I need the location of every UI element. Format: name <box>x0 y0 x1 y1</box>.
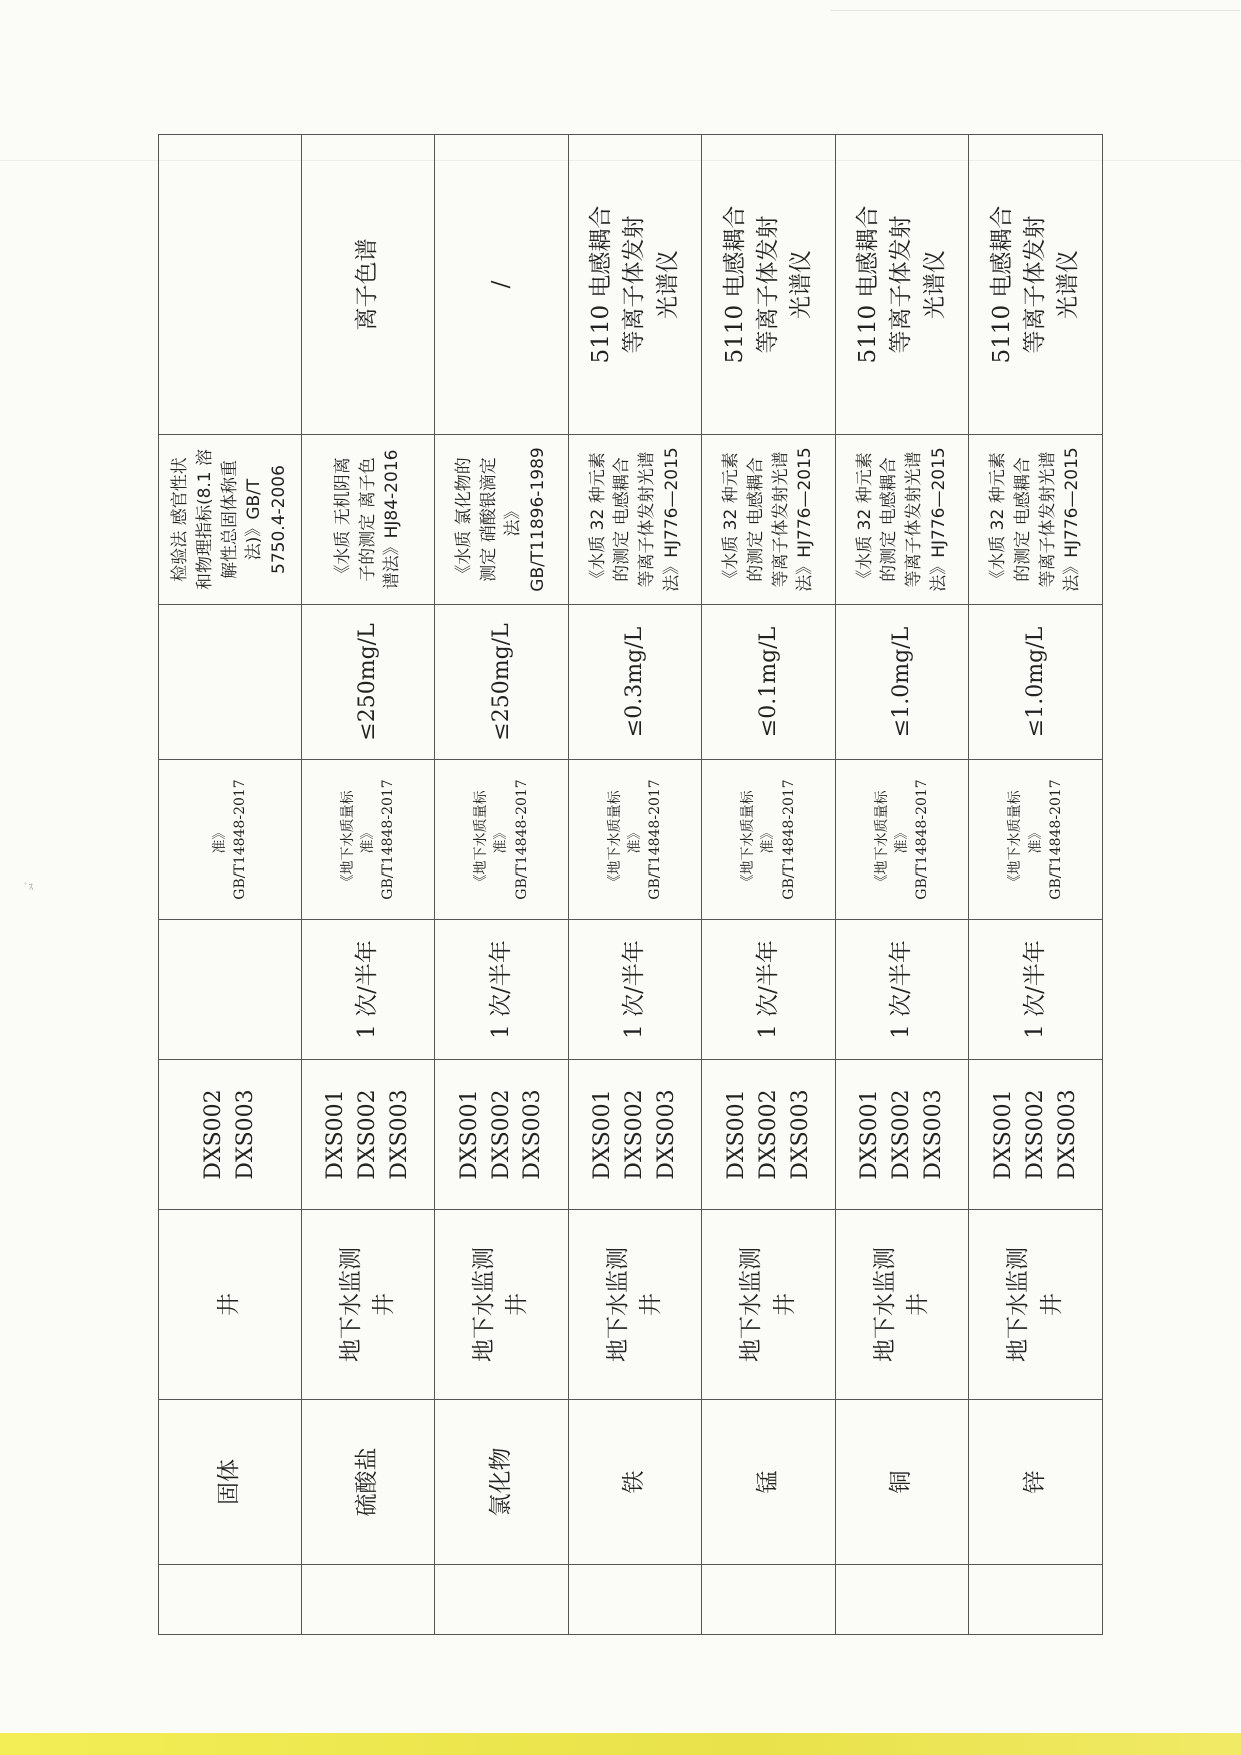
cell-item: 锰 <box>702 1400 836 1565</box>
cell-frequency: 1 次/半年 <box>835 920 969 1060</box>
cell-location: 地下水监测 井 <box>835 1210 969 1400</box>
cell-points: DXS001 DXS002 DXS003 <box>435 1060 569 1210</box>
cell-standard: 《地下水质量标 准》 GB/T14848-2017 <box>435 760 569 920</box>
cell-instrument: 5110 电感耦合 等离子体发射 光谱仪 <box>702 135 836 435</box>
cell-points: DXS002 DXS003 <box>159 1060 302 1210</box>
rotated-page-content <box>158 135 1103 1635</box>
cell-method: 《水质 氯化物的 测定 硝酸银滴定 法》 GB/T11896-1989 <box>435 435 569 605</box>
cell-standard: 《地下水质量标 准》 GB/T14848-2017 <box>301 760 435 920</box>
cell-location: 井 <box>159 1210 302 1400</box>
cell-standard: 《地下水质量标 准》 GB/T14848-2017 <box>568 760 702 920</box>
blank-cell <box>835 1565 969 1635</box>
cell-standard: 准》 GB/T14848-2017 <box>159 760 302 920</box>
cell-frequency <box>159 920 302 1060</box>
cell-points: DXS001 DXS002 DXS003 <box>969 1060 1103 1210</box>
blank-cell <box>301 1565 435 1635</box>
cell-standard: 《地下水质量标 准》 GB/T14848-2017 <box>702 760 836 920</box>
cell-method: 《水质 32 种元素 的测定 电感耦合 等离子体发射光谱 法》HJ776—2015 <box>835 435 969 605</box>
cell-points: DXS001 DXS002 DXS003 <box>568 1060 702 1210</box>
cell-limit: ≤250mg/L <box>435 605 569 760</box>
table-row <box>969 135 1103 1635</box>
cell-points: DXS001 DXS002 DXS003 <box>835 1060 969 1210</box>
cell-item: 铜 <box>835 1400 969 1565</box>
cell-frequency: 1 次/半年 <box>301 920 435 1060</box>
margin-mark: ﾞｽ <box>24 883 34 893</box>
cell-instrument: / <box>435 135 569 435</box>
table-row <box>301 135 435 1635</box>
cell-instrument: 5110 电感耦合 等离子体发射 光谱仪 <box>969 135 1103 435</box>
cell-instrument: 离子色谱 <box>301 135 435 435</box>
cell-frequency: 1 次/半年 <box>568 920 702 1060</box>
cell-method: 《水质 32 种元素 的测定 电感耦合 等离子体发射光谱 法》HJ776—2015 <box>568 435 702 605</box>
table-row-continued <box>159 135 302 1635</box>
cell-limit: ≤0.3mg/L <box>568 605 702 760</box>
blank-cell <box>568 1565 702 1635</box>
cell-standard: 《地下水质量标 准》 GB/T14848-2017 <box>969 760 1103 920</box>
cell-location: 地下水监测 井 <box>969 1210 1103 1400</box>
cell-location: 地下水监测 井 <box>301 1210 435 1400</box>
cell-instrument: 5110 电感耦合 等离子体发射 光谱仪 <box>568 135 702 435</box>
cell-limit: ≤0.1mg/L <box>702 605 836 760</box>
cell-limit: ≤1.0mg/L <box>969 605 1103 760</box>
cell-item: 铁 <box>568 1400 702 1565</box>
cell-method: 检验法 感官性状 和物理指标(8.1 溶 解性总固体称重 法)》GB/T 5750.4-2006 <box>159 435 302 605</box>
data-table <box>158 134 1103 1635</box>
cell-method: 《水质 32 种元素 的测定 电感耦合 等离子体发射光谱 法》HJ776—2015 <box>702 435 836 605</box>
cell-limit <box>159 605 302 760</box>
cell-item: 硫酸盐 <box>301 1400 435 1565</box>
cell-frequency: 1 次/半年 <box>969 920 1103 1060</box>
cell-method: 《水质 无机阴离 子的测定 离子色 谱法》HJ84-2016 <box>301 435 435 605</box>
yellow-edge-strip <box>0 1733 1241 1755</box>
table-row <box>435 135 569 1635</box>
cell-limit: ≤1.0mg/L <box>835 605 969 760</box>
cell-method: 《水质 32 种元素 的测定 电感耦合 等离子体发射光谱 法》HJ776—2015 <box>969 435 1103 605</box>
cell-points: DXS001 DXS002 DXS003 <box>301 1060 435 1210</box>
cell-instrument: 5110 电感耦合 等离子体发射 光谱仪 <box>835 135 969 435</box>
blank-cell <box>435 1565 569 1635</box>
cell-location: 地下水监测 井 <box>568 1210 702 1400</box>
scan-line-top <box>830 10 1240 11</box>
cell-frequency: 1 次/半年 <box>435 920 569 1060</box>
cell-item: 锌 <box>969 1400 1103 1565</box>
cell-location: 地下水监测 井 <box>435 1210 569 1400</box>
cell-instrument <box>159 135 302 435</box>
table-row <box>702 135 836 1635</box>
cell-item: 固体 <box>159 1400 302 1565</box>
blank-cell <box>702 1565 836 1635</box>
cell-points: DXS001 DXS002 DXS003 <box>702 1060 836 1210</box>
cell-frequency: 1 次/半年 <box>702 920 836 1060</box>
cell-standard: 《地下水质量标 准》 GB/T14848-2017 <box>835 760 969 920</box>
blank-cell <box>969 1565 1103 1635</box>
table-row <box>568 135 702 1635</box>
cell-limit: ≤250mg/L <box>301 605 435 760</box>
table-body <box>159 135 1103 1635</box>
cell-item: 氯化物 <box>435 1400 569 1565</box>
table-row <box>835 135 969 1635</box>
blank-cell <box>159 1565 302 1635</box>
cell-location: 地下水监测 井 <box>702 1210 836 1400</box>
